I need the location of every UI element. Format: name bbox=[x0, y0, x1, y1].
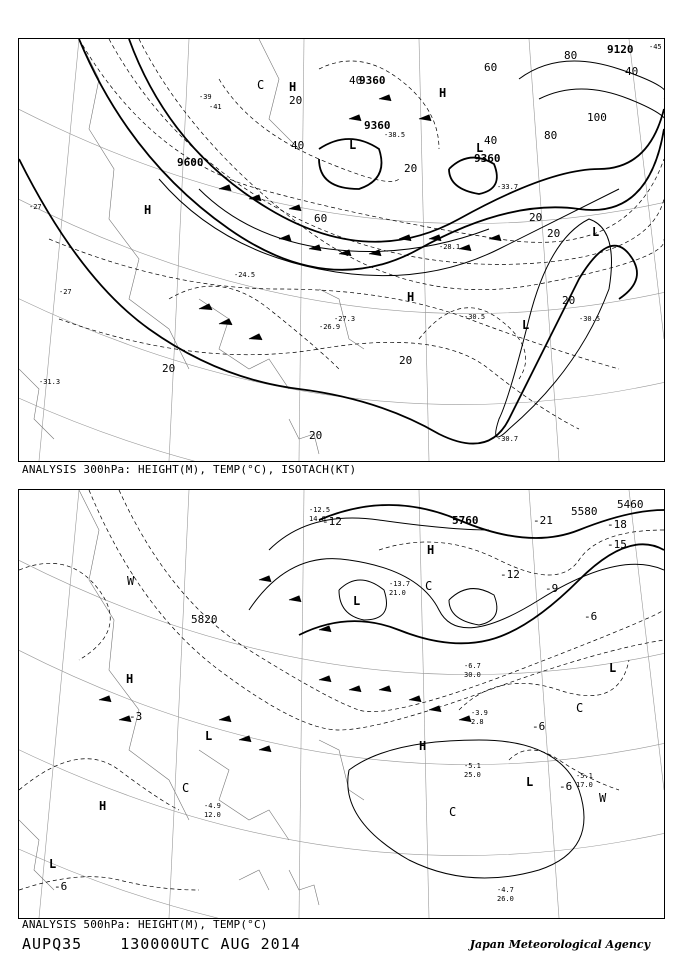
high-center-marker: H bbox=[144, 203, 152, 217]
station-dewpoint: 14.0 bbox=[309, 515, 326, 523]
isotach-label: 20 bbox=[289, 94, 303, 107]
station-dewpoint: 17.0 bbox=[576, 781, 593, 789]
isotherm-label: -18 bbox=[607, 518, 627, 531]
station-dewpoint: 2.8 bbox=[471, 718, 484, 726]
isotherm-label: -12 bbox=[322, 515, 342, 528]
station-dewpoint: 26.0 bbox=[497, 895, 514, 903]
station-temp: -6.7 bbox=[464, 662, 481, 670]
high-center-marker: H bbox=[439, 86, 447, 100]
isotach-label: 80 bbox=[544, 129, 558, 142]
low-center-marker: L bbox=[609, 661, 617, 675]
isotach-label: 20 bbox=[399, 354, 413, 367]
isotach-label: 40 bbox=[484, 134, 498, 147]
height-label: 5820 bbox=[191, 613, 218, 626]
high-center-marker: H bbox=[419, 739, 427, 753]
cold-center-marker: C bbox=[576, 701, 584, 715]
chart-identifier bbox=[22, 935, 329, 953]
temp-label: -38.5 bbox=[384, 131, 406, 139]
isotach-label: 100 bbox=[587, 111, 607, 124]
isotherms bbox=[49, 39, 664, 429]
station-dewpoint: 12.0 bbox=[204, 811, 221, 819]
cold-center-marker: C bbox=[257, 78, 265, 92]
isotherm-label: -15 bbox=[607, 538, 627, 551]
chart-datetime: 130000UTC AUG 2014 bbox=[120, 935, 301, 953]
height-label: 9360 bbox=[364, 119, 391, 132]
wind-barbs bbox=[199, 95, 501, 340]
chart-500hpa-map bbox=[19, 490, 664, 918]
temp-label: -33.7 bbox=[497, 183, 519, 191]
low-center-marker: L bbox=[526, 775, 534, 789]
height-label: 9120 bbox=[607, 43, 634, 56]
isotach-label: 20 bbox=[547, 227, 561, 240]
temp-label: -27 bbox=[29, 203, 42, 211]
height-label: 5760 bbox=[452, 514, 479, 527]
temp-label: -45 bbox=[649, 43, 662, 51]
chart-500hpa-caption: ANALYSIS 500hPa: HEIGHT(M), TEMP(°C) bbox=[22, 918, 268, 931]
isotach-label: 80 bbox=[564, 49, 578, 62]
isotherm-label: -6 bbox=[559, 780, 573, 793]
low-center-marker: L bbox=[349, 138, 357, 152]
high-center-marker: H bbox=[407, 290, 415, 304]
temperature-labels bbox=[29, 43, 662, 443]
station-temp: -3.9 bbox=[471, 709, 488, 717]
isotach-label: 20 bbox=[162, 362, 176, 375]
station-dewpoint: 25.0 bbox=[464, 771, 481, 779]
isotach-label: 20 bbox=[529, 211, 543, 224]
temp-label: -26.9 bbox=[319, 323, 341, 331]
height-label: 9600 bbox=[177, 156, 204, 169]
isotherm-label: -12 bbox=[500, 568, 520, 581]
isotherm-label: -6 bbox=[584, 610, 598, 623]
isotach-label: 20 bbox=[309, 429, 323, 442]
height-labels bbox=[191, 498, 644, 626]
chart-code: AUPQ35 bbox=[22, 935, 83, 953]
temp-label: -27 bbox=[59, 288, 72, 296]
high-center-marker: H bbox=[126, 672, 134, 686]
chart-500hpa bbox=[18, 489, 665, 919]
isotach-label: 60 bbox=[484, 61, 498, 74]
chart-300hpa bbox=[18, 38, 665, 462]
temp-label: -39 bbox=[199, 93, 212, 101]
low-center-marker: L bbox=[522, 318, 530, 332]
station-temp: -4.9 bbox=[204, 802, 221, 810]
temp-label: -28.1 bbox=[439, 243, 461, 251]
height-label: 5460 bbox=[617, 498, 644, 511]
station-temp: -5.1 bbox=[576, 772, 593, 780]
cold-center-marker: C bbox=[425, 579, 433, 593]
agency-credit: Japan Meteorological Agency bbox=[469, 938, 650, 951]
height-contours bbox=[19, 39, 664, 444]
height-label: 5580 bbox=[571, 505, 598, 518]
station-temp: -12.5 bbox=[309, 506, 331, 514]
coastline bbox=[19, 490, 364, 905]
cold-center-marker: C bbox=[182, 781, 190, 795]
station-temp: -4.7 bbox=[497, 886, 514, 894]
isotach-labels bbox=[162, 49, 638, 442]
isotherm-label: -6 bbox=[532, 720, 546, 733]
low-center-marker: L bbox=[49, 857, 57, 871]
wind-barbs bbox=[99, 576, 471, 752]
warm-center-marker: W bbox=[127, 574, 135, 588]
station-dewpoint: 30.0 bbox=[464, 671, 481, 679]
height-label: 9360 bbox=[474, 152, 501, 165]
chart-300hpa-map bbox=[19, 39, 664, 461]
low-center-marker: L bbox=[592, 225, 600, 239]
isotherm-label: -3 bbox=[129, 710, 143, 723]
temp-label: -30.7 bbox=[497, 435, 519, 443]
temp-label: -41 bbox=[209, 103, 222, 111]
isotach-label: 20 bbox=[562, 294, 576, 307]
low-center-marker: L bbox=[205, 729, 213, 743]
pressure-centers bbox=[144, 78, 599, 332]
high-center-marker: H bbox=[427, 543, 435, 557]
height-contours-thin bbox=[249, 518, 664, 878]
isotherm-label: -21 bbox=[533, 514, 553, 527]
station-temp: -5.1 bbox=[464, 762, 481, 770]
pressure-centers bbox=[49, 543, 616, 871]
warm-center-marker: W bbox=[599, 791, 607, 805]
chart-300hpa-caption: ANALYSIS 300hPa: HEIGHT(M), TEMP(°C), ISOTACH(KT) bbox=[22, 463, 357, 476]
high-center-marker: H bbox=[289, 80, 297, 94]
isotherm-label: -9 bbox=[545, 582, 559, 595]
isotach-label: 40 bbox=[625, 65, 639, 78]
isotach-label: 40 bbox=[349, 74, 363, 87]
station-temp: -13.7 bbox=[389, 580, 411, 588]
isotach-label: 40 bbox=[291, 139, 305, 152]
low-center-marker: L bbox=[476, 141, 484, 155]
isotherm-label: -6 bbox=[54, 880, 68, 893]
temp-label: -24.5 bbox=[234, 271, 256, 279]
graticule bbox=[19, 490, 664, 918]
high-center-marker: H bbox=[99, 799, 107, 813]
height-label: 9360 bbox=[359, 74, 386, 87]
isotherms bbox=[19, 490, 664, 890]
cold-center-marker: C bbox=[449, 805, 457, 819]
temp-label: -27.3 bbox=[334, 315, 356, 323]
temp-label: -31.3 bbox=[39, 378, 61, 386]
station-dewpoint: 21.0 bbox=[389, 589, 406, 597]
temp-label: -30.5 bbox=[464, 313, 486, 321]
temp-label: -30.5 bbox=[579, 315, 601, 323]
isotach-label: 20 bbox=[404, 162, 418, 175]
low-center-marker: L bbox=[353, 594, 361, 608]
isotach-label: 60 bbox=[314, 212, 328, 225]
